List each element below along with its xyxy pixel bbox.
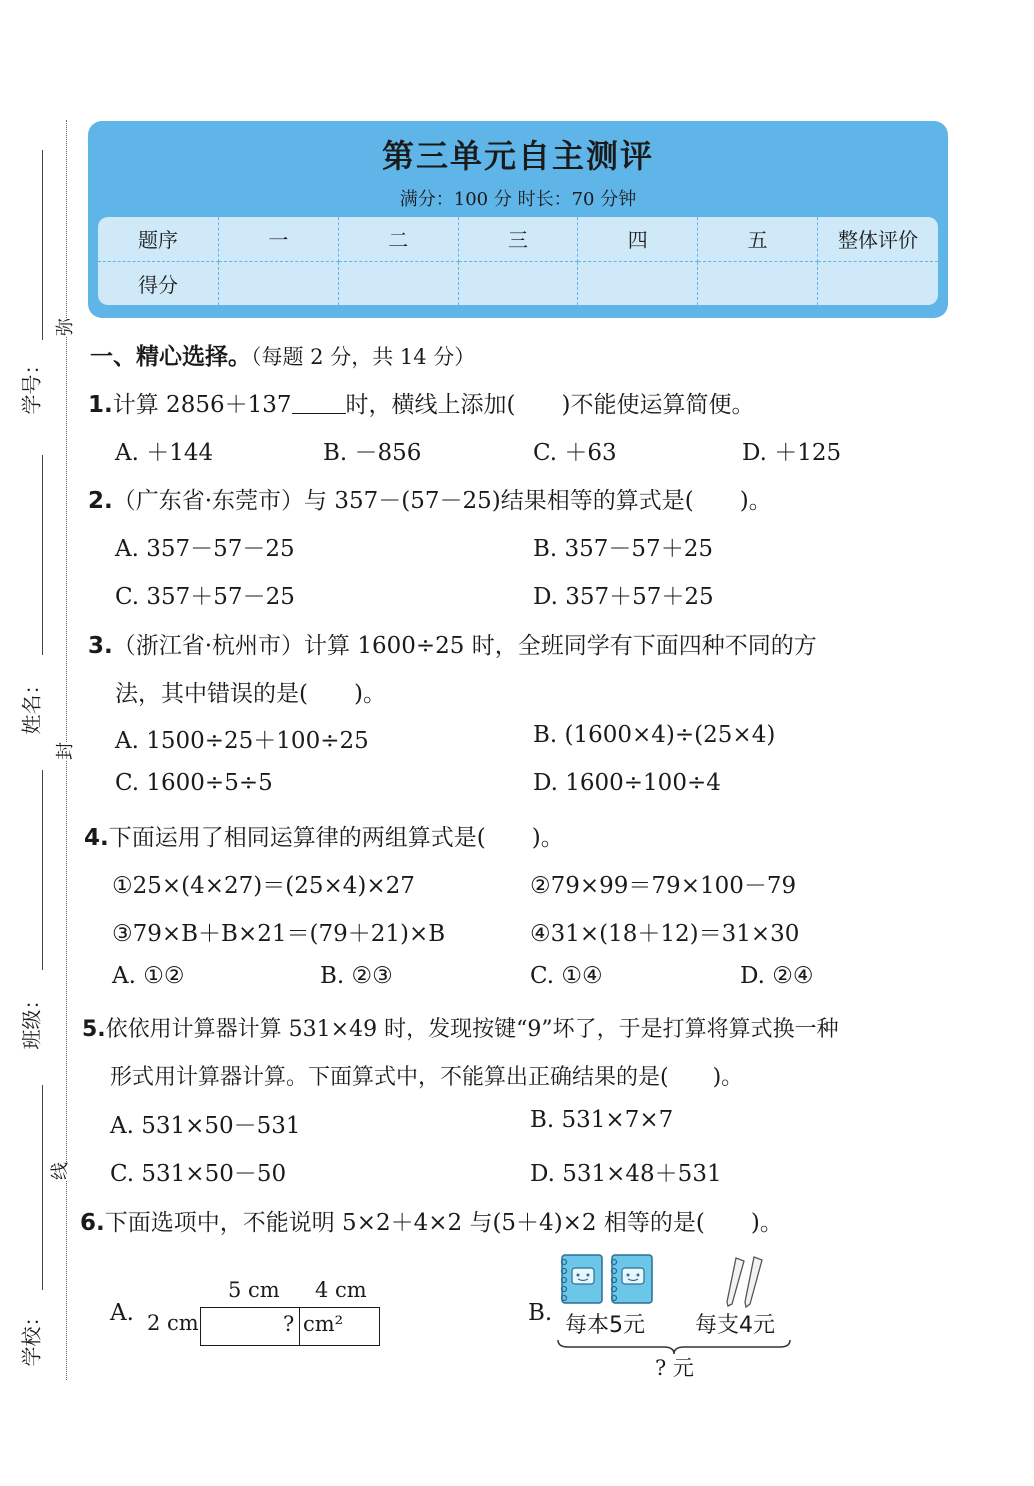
notebook-icon [558,1252,658,1308]
score-cell[interactable] [458,261,578,305]
header-banner [88,121,948,318]
option-d[interactable]: D. 1600÷100÷4 [533,770,721,796]
option-a[interactable]: A. 1500÷25＋100÷25 [115,728,369,754]
section-note: （每题 2 分，共 14 分） [251,345,476,369]
question-5-line2: 形式用计算器计算。下面算式中，不能算出正确结果的是( )。 [110,1065,744,1090]
question-number: 4. [84,825,109,851]
option-b-letter[interactable]: B. [528,1300,553,1326]
question-2 [88,482,772,515]
score-table [98,217,938,305]
question-1 [88,386,754,419]
question-number: 5. [82,1017,106,1042]
option-c[interactable]: C. 1600÷5÷5 [115,770,273,796]
section-heading: 一、精心选择。 [90,344,251,370]
score-cell[interactable] [578,261,698,305]
option-b[interactable]: B. 357－57＋25 [533,536,713,562]
question-number: 1. [88,392,113,418]
score-header-cell: 整体评价 [818,217,939,261]
option-a-letter[interactable]: A. [110,1300,134,1326]
question-text: （广东省·东莞市）与 357－(57－25)结果相等的算式是( )。 [112,488,772,514]
option-a[interactable]: A. ＋144 [115,440,214,466]
question-3-line2: 法，其中错误的是( )。 [115,681,386,707]
name-label: 姓名： [19,674,44,735]
option-d[interactable]: D. 357＋57＋25 [533,584,714,610]
question-5 [82,1012,839,1043]
option-c[interactable]: C. ①④ [530,963,603,989]
option-c[interactable]: C. 357＋57－25 [115,584,295,610]
height-label: 2 cm [147,1311,199,1335]
student-id-label: 学号： [19,354,44,415]
question-number: 6. [80,1210,105,1236]
width-label-1: 5 cm [228,1278,280,1302]
equation-item: ①25×(4×27)＝(25×4)×27 [112,873,415,899]
seal-char-mi: 弥 [51,318,77,336]
section-title [90,338,475,371]
exam-info: 满分：100 分 时长：70 分钟 [399,189,637,210]
area-unknown: ? [283,1312,295,1336]
question-text: 下面运用了相同运算律的两组算式是( )。 [108,825,564,851]
option-a[interactable]: A. ①② [112,963,185,989]
question-text: 依依用计算器计算 531×49 时，发现按键“9”坏了，于是打算将算式换一种 [105,1017,839,1042]
score-header-cell: 五 [698,217,818,261]
page-title: 第三单元自主测评 [381,137,654,175]
score-cell[interactable] [818,261,939,305]
question-number: 2. [88,488,113,514]
pencil-price-label: 每支4元 [695,1313,775,1338]
score-header-cell: 二 [338,217,458,261]
option-b[interactable]: B. ②③ [320,963,393,989]
school-label: 学校： [19,1306,44,1367]
option-d[interactable]: D. ②④ [740,963,814,989]
option-c[interactable]: C. ＋63 [533,440,617,466]
option-b[interactable]: B. 531×7×7 [530,1107,674,1133]
question-text: 下面选项中，不能说明 5×2＋4×2 与(5＋4)×2 相等的是( )。 [104,1210,783,1236]
score-row-label: 得分 [98,261,219,305]
option-d[interactable]: D. ＋125 [742,440,842,466]
question-text: 时，横线上添加( )不能使运算简便。 [345,392,755,418]
class-label: 班级： [19,989,44,1050]
total-price-label: ? 元 [655,1356,694,1380]
school-line [42,1085,43,1290]
question-4 [84,819,564,852]
option-a[interactable]: A. 531×50－531 [110,1113,301,1139]
option-c[interactable]: C. 531×50－50 [110,1161,287,1187]
option-d[interactable]: D. 531×48＋531 [530,1161,722,1187]
score-header-cell: 四 [578,217,698,261]
score-cell[interactable] [338,261,458,305]
question-3 [88,627,817,660]
equation-item: ②79×99＝79×100－79 [530,873,797,899]
width-label-2: 4 cm [315,1278,367,1302]
option-b[interactable]: B. (1600×4)÷(25×4) [533,722,776,748]
equation-item: ③79×B＋B×21＝(79＋21)×B [112,921,446,947]
student-id-line [42,150,43,340]
notebook-price-label: 每本5元 [565,1313,645,1338]
rectangle-divider [299,1307,300,1345]
score-header-cell: 一 [219,217,339,261]
area-unit: cm² [303,1312,344,1336]
option-a[interactable]: A. 357－57－25 [115,536,295,562]
question-6 [80,1204,783,1237]
question-text: （浙江省·杭州市）计算 1600÷25 时，全班同学有下面四种不同的方 [112,633,817,659]
answer-blank[interactable] [292,393,346,414]
question-text: 计算 2856＋137 [112,392,292,418]
score-header-cell: 三 [458,217,578,261]
equation-item: ④31×(18＋12)＝31×30 [530,921,800,947]
question-number: 3. [88,633,113,659]
score-cell[interactable] [698,261,818,305]
pencil-icon [722,1254,772,1310]
option-b[interactable]: B. －856 [323,440,422,466]
seal-char-feng: 封 [51,742,77,760]
seal-char-xian: 线 [46,1162,72,1180]
score-cell[interactable] [219,261,339,305]
name-line [42,455,43,655]
score-header-cell: 题序 [98,217,219,261]
class-line [42,770,43,970]
